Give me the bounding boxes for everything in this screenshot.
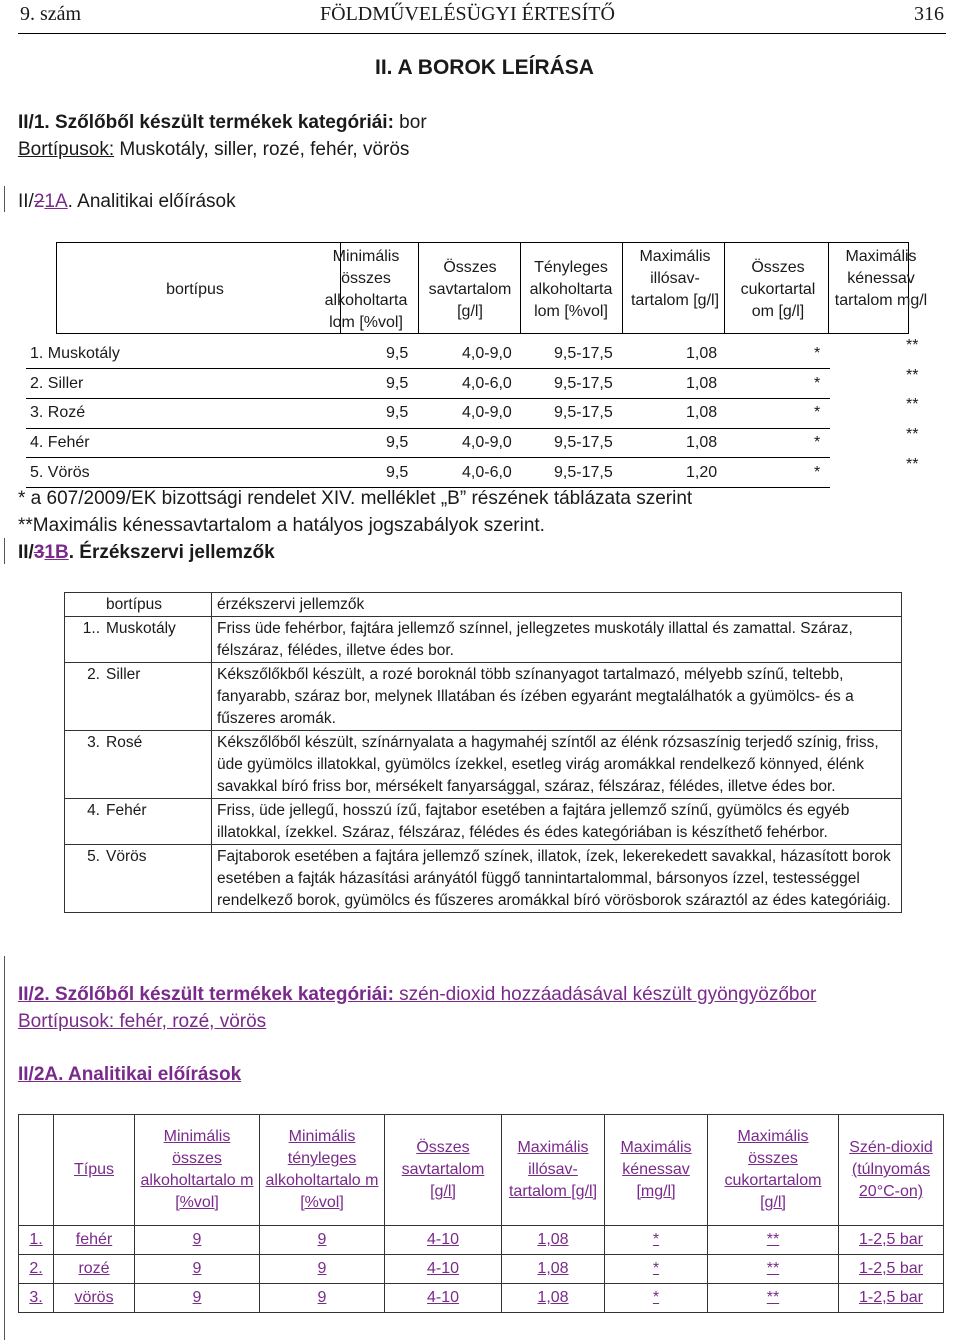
table-row (65, 593, 902, 617)
table-row (65, 731, 902, 799)
category-label: II/1. Szőlőből készült termékek kategóriái: (18, 112, 394, 133)
table3-header-co2: Szén-dioxid (túlnyomás 20°C-on) (839, 1115, 944, 1226)
footnote-sugar: * a 607/2009/EK bizottsági rendelet XIV. melléklet „B” részének táblázata szerint (18, 488, 693, 509)
table1-col-divider (828, 242, 829, 334)
table1-volatile-acid: 1,08 (686, 375, 718, 392)
change-bar (4, 538, 5, 564)
table1-total-acid: 4,0-9,0 (462, 434, 512, 451)
table1-row-name: 4. Fehér (30, 434, 90, 451)
table3-actual-alcohol: 9 (260, 1284, 385, 1313)
table1-top-border (56, 242, 908, 243)
table2-type: Siller (102, 663, 212, 731)
sparkling-analytics-table (18, 1114, 944, 1313)
table1-min-alcohol: 9,5 (386, 434, 409, 451)
table2-header-type: bortípus (102, 593, 212, 617)
table1-total-acid: 4,0-6,0 (462, 464, 512, 481)
category-line (18, 112, 427, 134)
table-row (19, 1284, 944, 1313)
table1-sugar: * (814, 345, 821, 362)
table3-sulphur: * (605, 1255, 708, 1284)
table3-sugar: ** (708, 1226, 839, 1255)
section-title: II. A BOROK LEÍRÁSA (375, 56, 594, 79)
table3-total-acid: 4-10 (385, 1284, 502, 1313)
table3-type: fehér (54, 1226, 135, 1255)
table3-min-alcohol: 9 (135, 1284, 260, 1313)
table1-actual-alcohol: 9,5-17,5 (554, 434, 613, 451)
table2-num: 4. (65, 799, 103, 845)
table1-header-bottom (56, 333, 908, 334)
table1-volatile-acid: 1,20 (686, 464, 718, 481)
table1-sulphur: ** (906, 396, 919, 413)
table1-total-acid: 4,0-9,0 (462, 345, 512, 362)
table2-type: Rosé (102, 731, 212, 799)
table3-volatile-acid: 1,08 (502, 1284, 605, 1313)
table2-type: Vörös (102, 845, 212, 913)
table1-min-alcohol: 9,5 (386, 345, 409, 362)
col-header-actual-alcohol: Tényleges alkoholtarta lom [%vol] (529, 259, 613, 320)
types-label: Bortípusok: (18, 139, 115, 160)
table3-header-min-alcohol: Minimális összes alkoholtartalo m [%vol] (135, 1115, 260, 1226)
table1-sulphur: ** (906, 367, 919, 384)
section-1a-heading (18, 191, 236, 213)
section-1b-heading (18, 542, 275, 564)
table3-num: 2. (19, 1255, 54, 1284)
col-header-total-acid: Összes savtartalom [g/l] (428, 259, 512, 320)
change-bar (4, 186, 5, 212)
table3-header-volatile-acid: Maximális illósav-tartalom [g/l] (502, 1115, 605, 1226)
table3-type: vörös (54, 1284, 135, 1313)
table3-header-total-sugar: Maximális összes cukortartalom [g/l] (708, 1115, 839, 1226)
table2-desc: Kékszőlőkből készült, a rozé boroknál több színanyagot tartalmazó, mélyebb színű, teltebb, fanyarabb, száraz bor, melynek Illatában és ízében egyaránt megtalálhatók a gyümölcs- és a fűszeres aromák. (212, 663, 902, 731)
table3-num: 1. (19, 1226, 54, 1255)
table2-header-blank (65, 593, 103, 617)
table3-total-acid: 4-10 (385, 1226, 502, 1255)
sensory-table (64, 592, 902, 913)
table1-row-rule (26, 398, 830, 399)
table2-desc: Friss üde fehérbor, fajtára jellemző színnel, jellegzetes muskotály illattal és zamattal. Száraz, félszáraz, félédes, illetve édes bor. (212, 617, 902, 663)
table1-volatile-acid: 1,08 (686, 345, 718, 362)
table-row (65, 617, 902, 663)
table3-sulphur: * (605, 1226, 708, 1255)
table1-row-rule (26, 368, 830, 369)
types-value: Muskotály, siller, rozé, fehér, vörös (114, 139, 410, 160)
table1-row-rule (26, 457, 830, 458)
table2-num: 5. (65, 845, 103, 913)
table3-header-total-acid: Összes savtartalom [g/l] (385, 1115, 502, 1226)
table2-desc: Kékszőlőből készült, színárnyalata a hagymahéj színtől az élénk rózsaszínig terjedő színig, friss, üde gyümölcs illatokkal, gyümölcs ízekkel, esetleg virág aromákkal rendelkező könnyed, élénk savakkal bíró friss bor, mérsékelt fanyarsággal, száraz, félszáraz, félédes, illetve édes bor. (212, 731, 902, 799)
types-line (18, 139, 409, 161)
category-value: bor (393, 112, 427, 133)
category2-types: Bortípusok: fehér, rozé, vörös (18, 1011, 267, 1032)
table2-num: 1.. (65, 617, 103, 663)
table3-num: 3. (19, 1284, 54, 1313)
table-row (65, 799, 902, 845)
table1-sulphur: ** (906, 337, 919, 354)
header-publication: FÖLDMŰVELÉSÜGYI ÉRTESÍTŐ (320, 3, 615, 25)
table2-type: Muskotály (102, 617, 212, 663)
table1-volatile-acid: 1,08 (686, 434, 718, 451)
table3-header-type: Típus (54, 1115, 135, 1226)
table2-header-sensory: érzékszervi jellemzők (212, 593, 902, 617)
table1-row-name: 2. Siller (30, 375, 84, 392)
table3-volatile-acid: 1,08 (502, 1226, 605, 1255)
section-2a-heading: II/2A. Analitikai előírások (18, 1064, 242, 1085)
table2-type: Fehér (102, 799, 212, 845)
category2-value: szén-dioxid hozzáadásával készült gyöngyözőbor (393, 984, 817, 1005)
col-header-total-sugar: Összes cukortartal om [g/l] (740, 259, 816, 320)
table1-col-divider (418, 242, 419, 334)
table3-sugar: ** (708, 1284, 839, 1313)
table3-header-actual-alcohol: Minimális tényleges alkoholtartalo m [%vol] (260, 1115, 385, 1226)
table2-desc: Fajtaborok esetében a fajtára jellemző színek, illatok, ízek, lekerekedett savakkal, házasított borok esetében a fajták házasítási arányától függő tannintartalommal, bársonyos ízzel, testességgel rendelkező borok, gyümölcs és fűszeres aromákkal bíró vörösborok száraztól az édes kategóriáig. (212, 845, 902, 913)
table3-header-blank (19, 1115, 54, 1226)
table1-row-rule (26, 428, 830, 429)
table3-volatile-acid: 1,08 (502, 1255, 605, 1284)
table3-min-alcohol: 9 (135, 1226, 260, 1255)
section-1a-inserted: 1A (44, 191, 68, 212)
header-issue: 9. szám (20, 3, 82, 25)
table1-row-name: 3. Rozé (30, 404, 86, 421)
section-1a-rest: . Analitikai előírások (67, 191, 236, 212)
table1-volatile-acid: 1,08 (686, 404, 718, 421)
section-1a-prefix: II/ (18, 191, 34, 212)
table3-header-sulphur: Maximális kénessav [mg/l] (605, 1115, 708, 1226)
table1-row-name: 5. Vörös (30, 464, 90, 481)
col-header-type: bortípus (166, 281, 224, 298)
change-bar (4, 956, 5, 1340)
table1-min-alcohol: 9,5 (386, 404, 409, 421)
section-1b-prefix: II/ (18, 542, 34, 563)
table1-sugar: * (814, 434, 821, 451)
table3-co2: 1-2,5 bar (839, 1255, 944, 1284)
table1-min-alcohol: 9,5 (386, 464, 409, 481)
table-row (65, 845, 902, 913)
table1-actual-alcohol: 9,5-17,5 (554, 345, 613, 362)
table1-sugar: * (814, 464, 821, 481)
table1-sugar: * (814, 404, 821, 421)
col-header-min-alcohol: Minimális összes alkoholtarta lom [%vol] (324, 248, 408, 331)
table1-sulphur: ** (906, 456, 919, 473)
table1-total-acid: 4,0-9,0 (462, 404, 512, 421)
header-rule (18, 33, 946, 34)
col-header-volatile-acid: Maximális illósav-tartalom [g/l] (630, 248, 720, 309)
table3-co2: 1-2,5 bar (839, 1226, 944, 1255)
table3-total-acid: 4-10 (385, 1255, 502, 1284)
table-row (19, 1115, 944, 1226)
table-row (19, 1226, 944, 1255)
col-header-sulphur: Maximális kénessav tartalom mg/l (834, 248, 928, 309)
category2-label: II/2. Szőlőből készült termékek kategóriái: (18, 984, 394, 1005)
table1-col-divider (622, 242, 623, 334)
table3-sulphur: * (605, 1284, 708, 1313)
table3-type: rozé (54, 1255, 135, 1284)
section-1b-deleted: 3 (33, 542, 45, 563)
section-1b-inserted: 1B (44, 542, 69, 563)
table1-min-alcohol: 9,5 (386, 375, 409, 392)
table3-co2: 1-2,5 bar (839, 1284, 944, 1313)
table1-sugar: * (814, 375, 821, 392)
table3-actual-alcohol: 9 (260, 1255, 385, 1284)
section-1a-deleted: 2 (33, 191, 45, 212)
table3-actual-alcohol: 9 (260, 1226, 385, 1255)
table1-row-name: 1. Muskotály (30, 345, 120, 362)
table3-min-alcohol: 9 (135, 1255, 260, 1284)
category2-line (18, 984, 816, 1006)
table2-num: 3. (65, 731, 103, 799)
footnote-sulphur: **Maximális kénessavtartalom a hatályos jogszabályok szerint. (18, 515, 545, 536)
table1-left-border (56, 242, 57, 334)
table1-sulphur: ** (906, 426, 919, 443)
table2-num: 2. (65, 663, 103, 731)
section-1b-rest: . Érzékszervi jellemzők (68, 542, 275, 563)
table1-actual-alcohol: 9,5-17,5 (554, 375, 613, 392)
table-row (19, 1255, 944, 1284)
table2-desc: Friss, üde jellegű, hosszú ízű, fajtabor esetében a fajtára jellemző színű, gyümölcs és egyéb illatokkal, ízekkel. Száraz, félszáraz, félédes és édes kategóriában is készíthető fehérbor. (212, 799, 902, 845)
table1-total-acid: 4,0-6,0 (462, 375, 512, 392)
table3-sugar: ** (708, 1255, 839, 1284)
table-row (65, 663, 902, 731)
table1-actual-alcohol: 9,5-17,5 (554, 464, 613, 481)
header-page-number: 316 (914, 3, 944, 25)
table1-actual-alcohol: 9,5-17,5 (554, 404, 613, 421)
